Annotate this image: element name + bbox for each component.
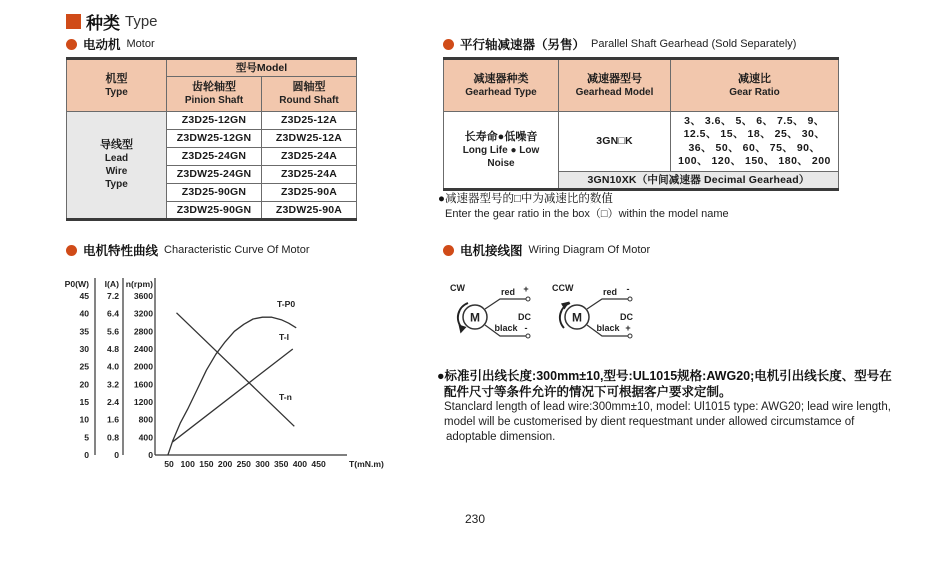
svg-text:0.8: 0.8 [107,432,119,443]
section-wiring-en: Wiring Diagram Of Motor [528,244,651,256]
svg-text:2800: 2800 [133,326,153,337]
model-cell: Z3D25-24GN [167,148,262,166]
terminal-icon [526,334,530,338]
terminal-icon [526,297,530,301]
model-cell: Z3DW25-12GN [167,130,262,148]
model-cell: Z3DW25-12A [262,130,357,148]
svg-text:4.8: 4.8 [107,344,119,354]
model-cell: Z3D25-24A [262,166,357,184]
svg-text:50: 50 [164,459,174,469]
svg-text:150: 150 [199,459,214,469]
motor-table-rowgroup-cell: 导线型 Lead Wire Type [67,112,167,220]
section-motor-zh: 电动机 [83,38,121,52]
svg-text:2400: 2400 [133,344,153,354]
svg-text:P0(W): P0(W) [64,279,89,289]
lead-wire-note-en3: adoptable dimension. [446,431,556,443]
bullet-icon [443,39,454,50]
section-curve-zh: 电机特性曲线 [83,244,159,258]
gear-ratio-cell: 3、 3.6、 5、 6、 7.5、 9、 12.5、 15、 18、 25、 30、 36、 50、 60、 75、 90、 100、 120、 150、 180、 200 [671,112,839,172]
svg-text:3600: 3600 [133,291,153,301]
motor-table-pinion-header: 齿轮轴型 Pinion Shaft [167,77,262,112]
minus-sign: - [524,323,528,333]
bullet-icon [443,245,454,256]
bullet-icon [66,39,77,50]
ccw-label: CCW [552,283,574,293]
section-gearhead-zh: 平行轴减速器（另售） [460,38,586,52]
motor-table [66,57,357,221]
section-header-wiring [443,241,650,259]
lead-wire-note-zh1: ●标准引出线长度:300mm±10,型号:UL1015规格:AWG20;电机引出线长度、型号在 [437,369,892,383]
svg-text:1600: 1600 [133,379,153,390]
svg-text:35: 35 [79,326,89,337]
svg-text:T-n: T-n [279,392,292,402]
svg-text:350: 350 [274,459,289,469]
svg-text:3200: 3200 [133,308,153,319]
lead-wire-note [437,368,917,445]
svg-text:1.6: 1.6 [107,414,119,425]
model-cell: Z3DW25-90GN [167,202,262,220]
svg-text:1200: 1200 [133,397,153,407]
minus-sign: - [626,284,630,294]
svg-text:10: 10 [79,414,89,425]
rotation-arrowhead-icon [459,325,467,334]
gearhead-model-cell: 3GN□K [559,112,671,172]
section-header-curve [66,241,310,259]
model-cell: Z3DW25-90A [262,202,357,220]
wiring-diagram [440,276,690,356]
svg-text:400: 400 [292,459,308,469]
svg-text:100: 100 [180,459,195,469]
section-wiring-zh: 电机接线图 [460,244,523,258]
svg-text:3.2: 3.2 [107,379,119,390]
motor-table-round-header: 圆轴型 Round Shaft [262,77,357,112]
gearhead-table [443,57,839,191]
red-wire [587,299,628,309]
motor-m-label: M [572,310,582,325]
characteristic-curve-chart [55,270,415,480]
svg-text:300: 300 [255,459,270,469]
model-cell: Z3D25-90A [262,184,357,202]
svg-text:5: 5 [84,432,89,443]
svg-text:30: 30 [79,344,89,354]
wiring-ccw-circuit [552,283,633,338]
svg-text:25: 25 [79,361,89,372]
svg-text:5.6: 5.6 [107,326,119,337]
svg-text:4.0: 4.0 [107,361,119,372]
svg-text:400: 400 [138,432,153,443]
gear-ratio-header: 减速比 Gear Ratio [671,59,839,112]
svg-text:250: 250 [236,459,251,469]
svg-text:2000: 2000 [133,361,153,372]
terminal-icon [628,297,632,301]
model-cell: Z3D25-24A [262,148,357,166]
plus-sign: + [625,323,631,333]
model-cell: Z3D25-12GN [167,112,262,130]
terminal-icon [628,334,632,338]
svg-text:0: 0 [84,450,89,460]
page-title [66,9,158,34]
table-row [444,112,839,172]
svg-text:T-P0: T-P0 [277,299,296,309]
bullet-icon [66,245,77,256]
cw-label: CW [450,283,465,293]
svg-text:15: 15 [79,397,89,407]
gearhead-type-cell: 长寿命●低噪音 Long Life ● Low Noise [444,112,559,190]
section-motor-en: Motor [126,38,155,50]
page-title-zh: 种类 [86,14,120,33]
red-wire-label: red [500,287,516,297]
black-wire-label: black [596,323,620,333]
table-row [67,112,357,130]
red-wire [485,299,526,309]
wiring-cw-circuit [450,283,531,338]
model-cell: Z3D25-90GN [167,184,262,202]
motor-m-label: M [470,310,480,325]
lead-wire-note-en2: model will be customerised by dient requestmant under allowed circumstamce of [444,416,855,428]
section-header-motor [66,35,155,53]
svg-text:20: 20 [79,379,89,390]
lead-wire-note-en1: Stanclard length of lead wire:300mm±10, model: Ul1015 type: AWG20; lead wire length, [444,401,891,413]
svg-text:200: 200 [217,459,233,469]
gearhead-note-en: Enter the gear ratio in the box（□）within the model name [445,208,729,220]
lead-wire-note-zh2: 配件尺寸等条件允许的情况下可根据客户要求定制。 [444,385,732,399]
page-number: 230 [464,512,486,526]
svg-text:800: 800 [138,414,153,425]
gearhead-model-header: 减速器型号 Gearhead Model [559,59,671,112]
section-curve-en: Characteristic Curve Of Motor [164,244,310,256]
svg-text:T-I: T-I [279,332,290,342]
page-title-en: Type [125,13,158,30]
gearhead-type-header: 减速器种类 Gearhead Type [444,59,559,112]
plus-sign: + [523,284,529,294]
gearhead-note [438,192,858,222]
model-cell: Z3D25-12A [262,112,357,130]
svg-text:40: 40 [79,308,89,319]
motor-table-type-header: 机型 Type [67,59,167,112]
dc-label: DC [620,312,633,322]
svg-text:450: 450 [311,459,326,469]
section-header-gearhead [443,35,796,53]
motor-table-model-header: 型号Model [167,59,357,77]
gearhead-note-zh: ●减速器型号的□中为减速比的数值 [438,193,613,205]
decimal-gearhead-cell: 3GN10XK（中间减速器 Decimal Gearhead） [559,172,839,190]
model-cell: Z3DW25-24GN [167,166,262,184]
dc-label: DC [518,312,531,322]
svg-text:2.4: 2.4 [107,397,119,407]
svg-text:6.4: 6.4 [107,308,119,319]
red-wire-label: red [602,287,618,297]
black-wire-label: black [494,323,518,333]
svg-text:I(A): I(A) [104,279,119,289]
section-gearhead-en: Parallel Shaft Gearhead (Sold Separately) [591,38,797,50]
svg-text:T(mN.m): T(mN.m) [349,459,384,469]
svg-text:45: 45 [79,291,89,301]
svg-text:n(rpm): n(rpm) [125,279,153,289]
title-square-icon [66,14,81,29]
svg-text:7.2: 7.2 [107,291,119,301]
svg-text:0: 0 [148,450,153,460]
svg-text:0: 0 [114,450,119,460]
